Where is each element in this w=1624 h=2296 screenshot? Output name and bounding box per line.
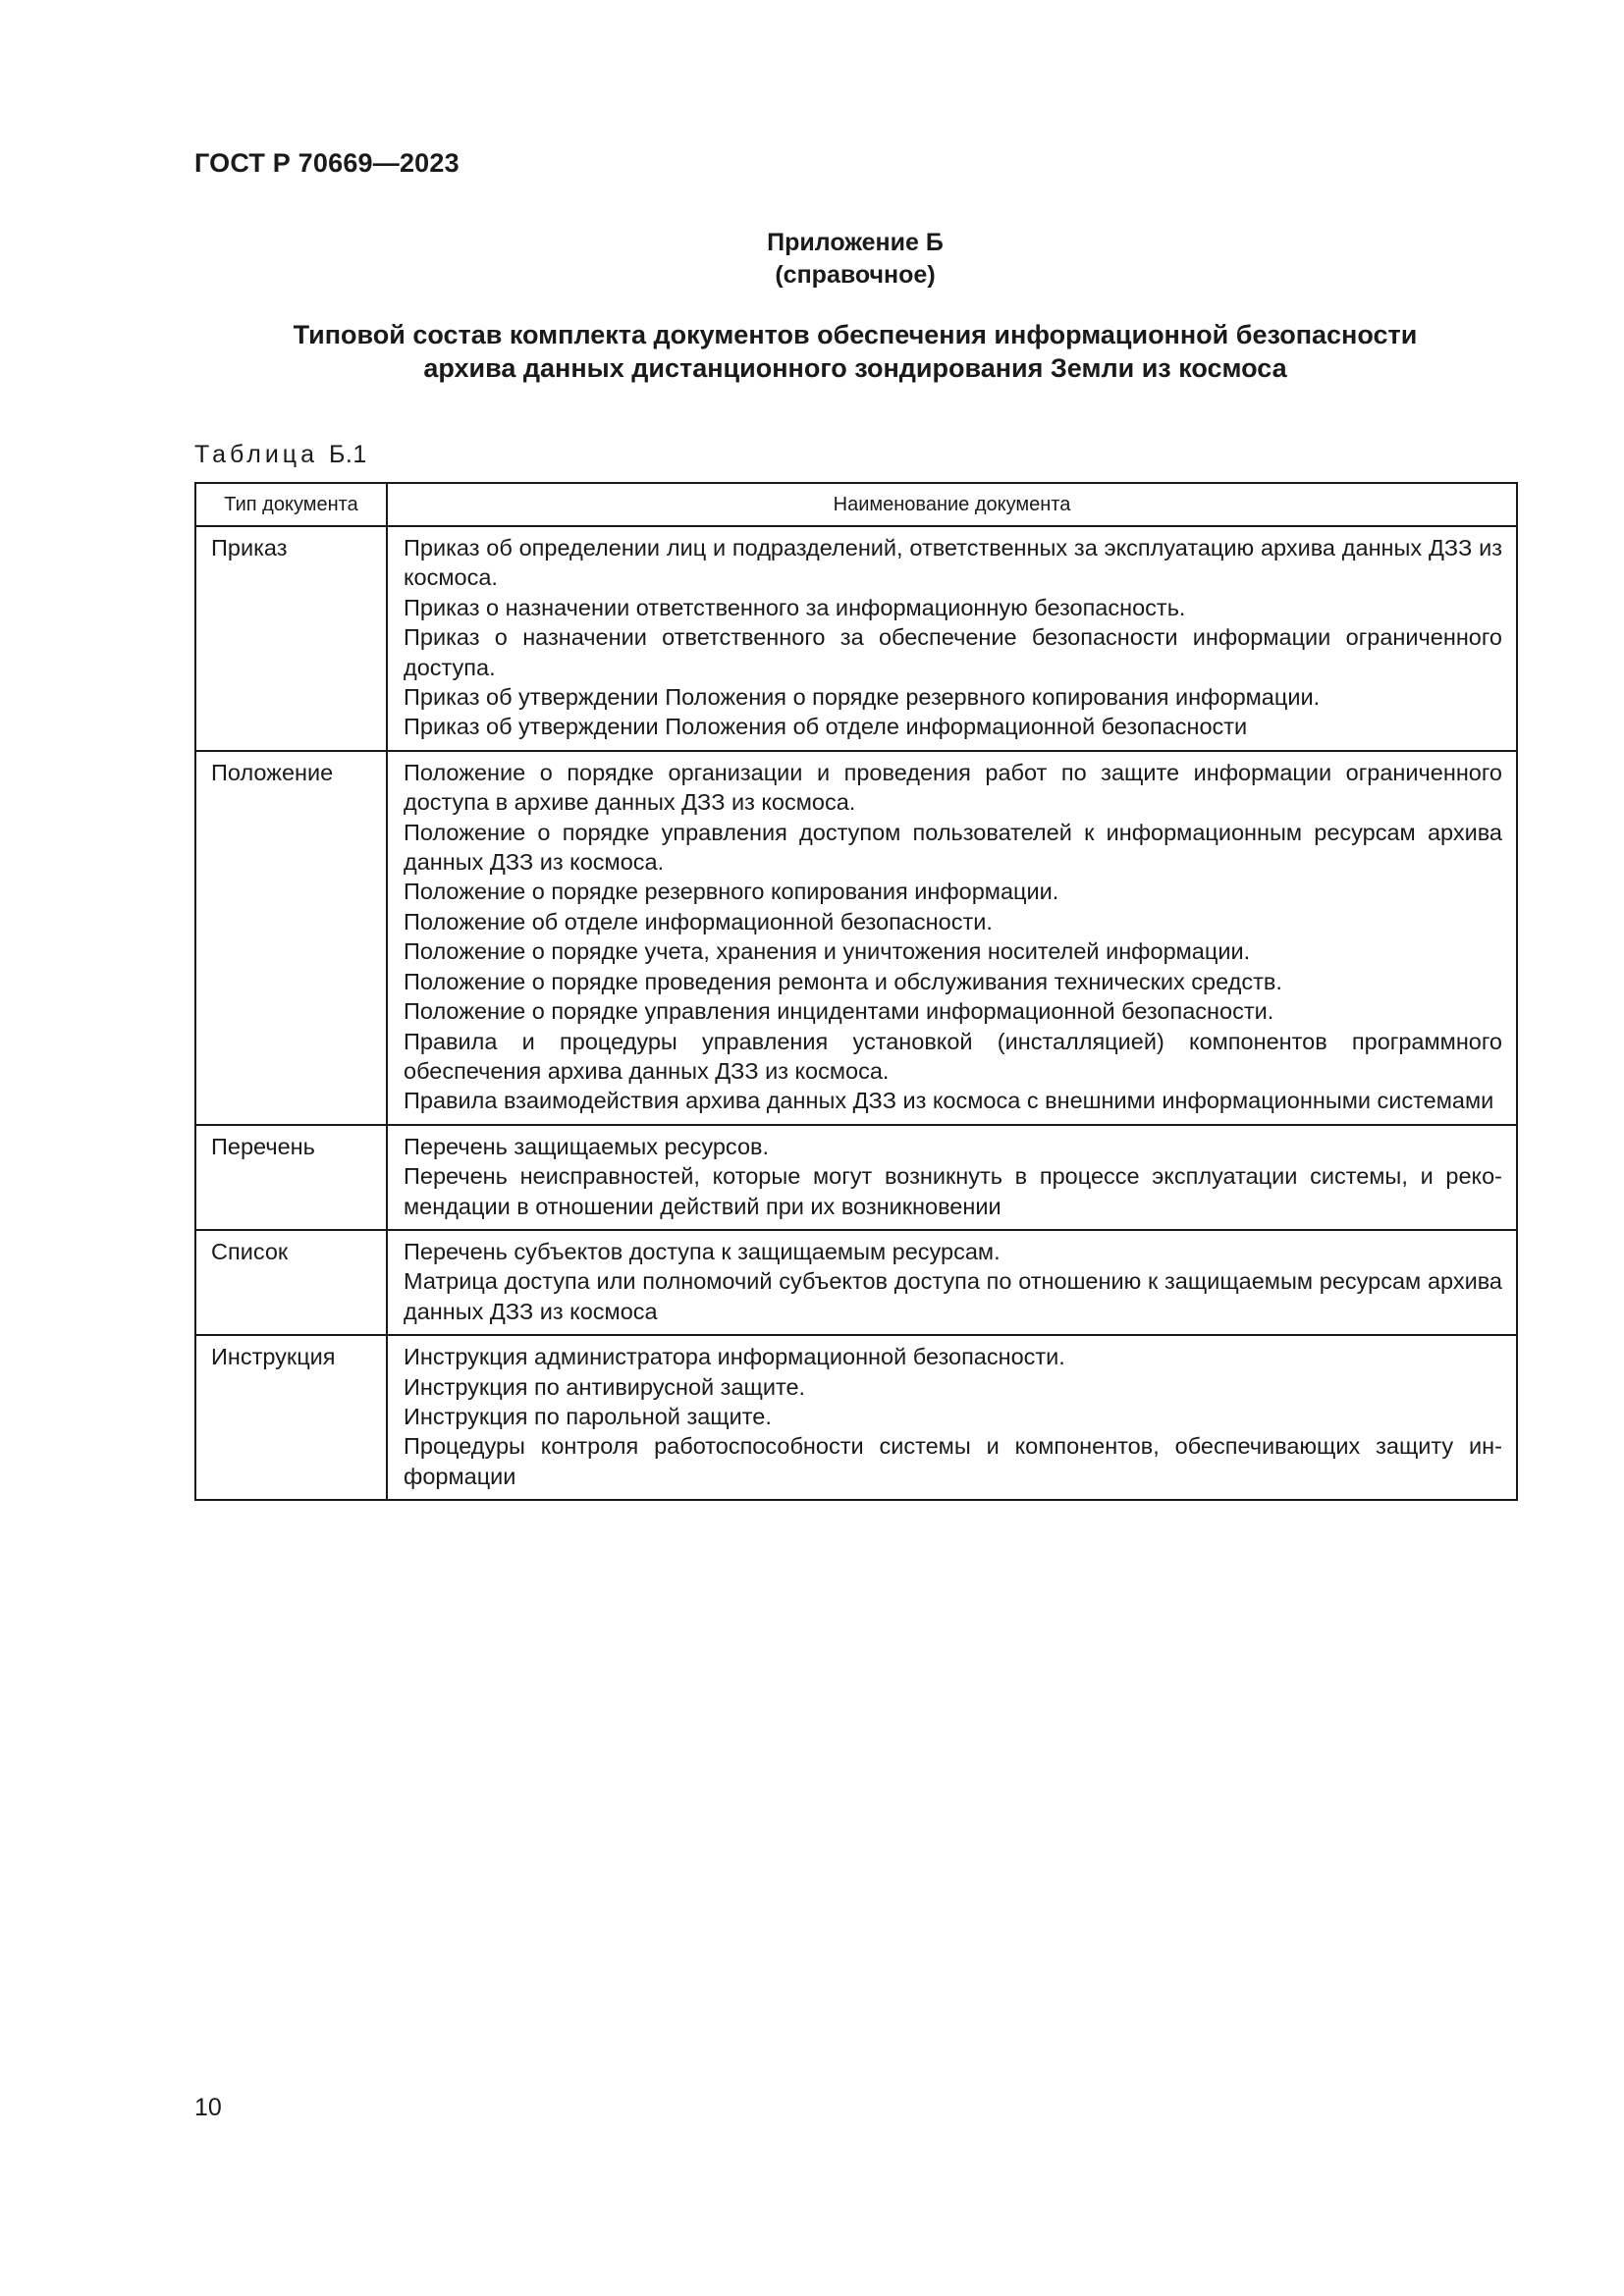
doc-entry: Правила и процедуры управления установкой (инсталляцией) компонентов программного обеспечения архива данных ДЗЗ из космоса.	[404, 1028, 1502, 1084]
doc-entry: Инструкция по антивирусной защите.	[404, 1373, 806, 1400]
table-row	[195, 751, 1517, 1125]
title-line-1: Типовой состав комплекта документов обеспечения информационной безопасности	[293, 320, 1418, 349]
row-doc-names	[387, 526, 1517, 751]
doc-entry: Положение о порядке организации и проведения работ по защите информации ограниченного доступа в архиве данных ДЗЗ из космоса.	[404, 759, 1502, 816]
doc-entry: Перечень неисправностей, которые могут возникнуть в процессе эксплуатации системы, и рекомендации в отношении действий при их возникновении	[404, 1163, 1502, 1219]
row-doc-names	[387, 1335, 1517, 1500]
doc-entry: Приказ об утверждении Положения об отделе информационной безопасности	[404, 714, 1248, 740]
row-doc-names	[387, 1125, 1517, 1230]
doc-entry: Приказ о назначении ответственного за обеспечение безопасности информации ограниченного доступа.	[404, 624, 1502, 680]
doc-entry: Приказ об утверждении Положения о порядке резервного копирования информации.	[404, 684, 1321, 711]
appendix-subtitle: (справочное)	[775, 261, 936, 289]
table-row	[195, 1125, 1517, 1230]
table-caption-word: Таблица	[194, 441, 319, 468]
appendix-title: Приложение Б	[767, 229, 944, 256]
row-doc-type: Приказ	[195, 526, 387, 751]
doc-entry: Положение о порядке резервного копирования информации.	[404, 879, 1059, 905]
title-line-2: архива данных дистанционного зондирования Земли из космоса	[423, 353, 1287, 383]
doc-entry: Процедуры контроля работоспособности системы и компонентов, обеспечивающих защиту информации	[404, 1433, 1502, 1489]
row-doc-names	[387, 751, 1517, 1125]
document-title	[194, 318, 1516, 385]
row-doc-type: Инструкция	[195, 1335, 387, 1500]
documents-table	[194, 482, 1518, 1501]
doc-entry: Приказ об определении лиц и подразделений, ответственных за эксплуатацию архива данных ДЗЗ из космоса.	[404, 535, 1502, 591]
doc-entry: Инструкция администратора информационной безопасности.	[404, 1344, 1065, 1370]
header-doc-type: Тип документа	[195, 483, 387, 526]
table-header-row	[195, 483, 1517, 526]
table-row	[195, 526, 1517, 751]
row-doc-names	[387, 1230, 1517, 1335]
page-number: 10	[194, 2094, 222, 2121]
doc-entry: Положение о порядке учета, хранения и уничтожения носителей информации.	[404, 938, 1251, 965]
row-doc-type: Перечень	[195, 1125, 387, 1230]
table-caption	[194, 441, 367, 469]
doc-entry: Перечень защищаемых ресурсов.	[404, 1133, 770, 1159]
row-doc-type: Положение	[195, 751, 387, 1125]
doc-entry: Правила взаимодействия архива данных ДЗЗ из космоса с внешними информационными системами	[404, 1088, 1494, 1114]
table-row	[195, 1335, 1517, 1500]
appendix-heading	[0, 227, 1624, 292]
doc-entry: Положение о порядке проведения ремонта и обслуживания технических средств.	[404, 968, 1282, 994]
header-doc-name: Наименование документа	[387, 483, 1517, 526]
doc-entry: Приказ о назначении ответственного за информационную безопасность.	[404, 594, 1186, 620]
doc-entry: Положение о порядке управления инцидентами информационной безопасности.	[404, 998, 1274, 1025]
table-row	[195, 1230, 1517, 1335]
doc-entry: Положение об отделе информационной безопасности.	[404, 908, 993, 934]
row-doc-type: Список	[195, 1230, 387, 1335]
document-id: ГОСТ Р 70669—2023	[194, 148, 460, 178]
doc-entry: Матрица доступа или полномочий субъектов доступа по отношению к защищаемым ресурсам архива данных ДЗЗ из космоса	[404, 1268, 1502, 1324]
table-caption-number: Б.1	[328, 441, 367, 468]
doc-entry: Перечень субъектов доступа к защищаемым ресурсам.	[404, 1238, 1001, 1264]
doc-entry: Инструкция по парольной защите.	[404, 1403, 772, 1429]
doc-entry: Положение о порядке управления доступом пользователей к информационным ресурсам архива данных ДЗЗ из космоса.	[404, 819, 1502, 876]
